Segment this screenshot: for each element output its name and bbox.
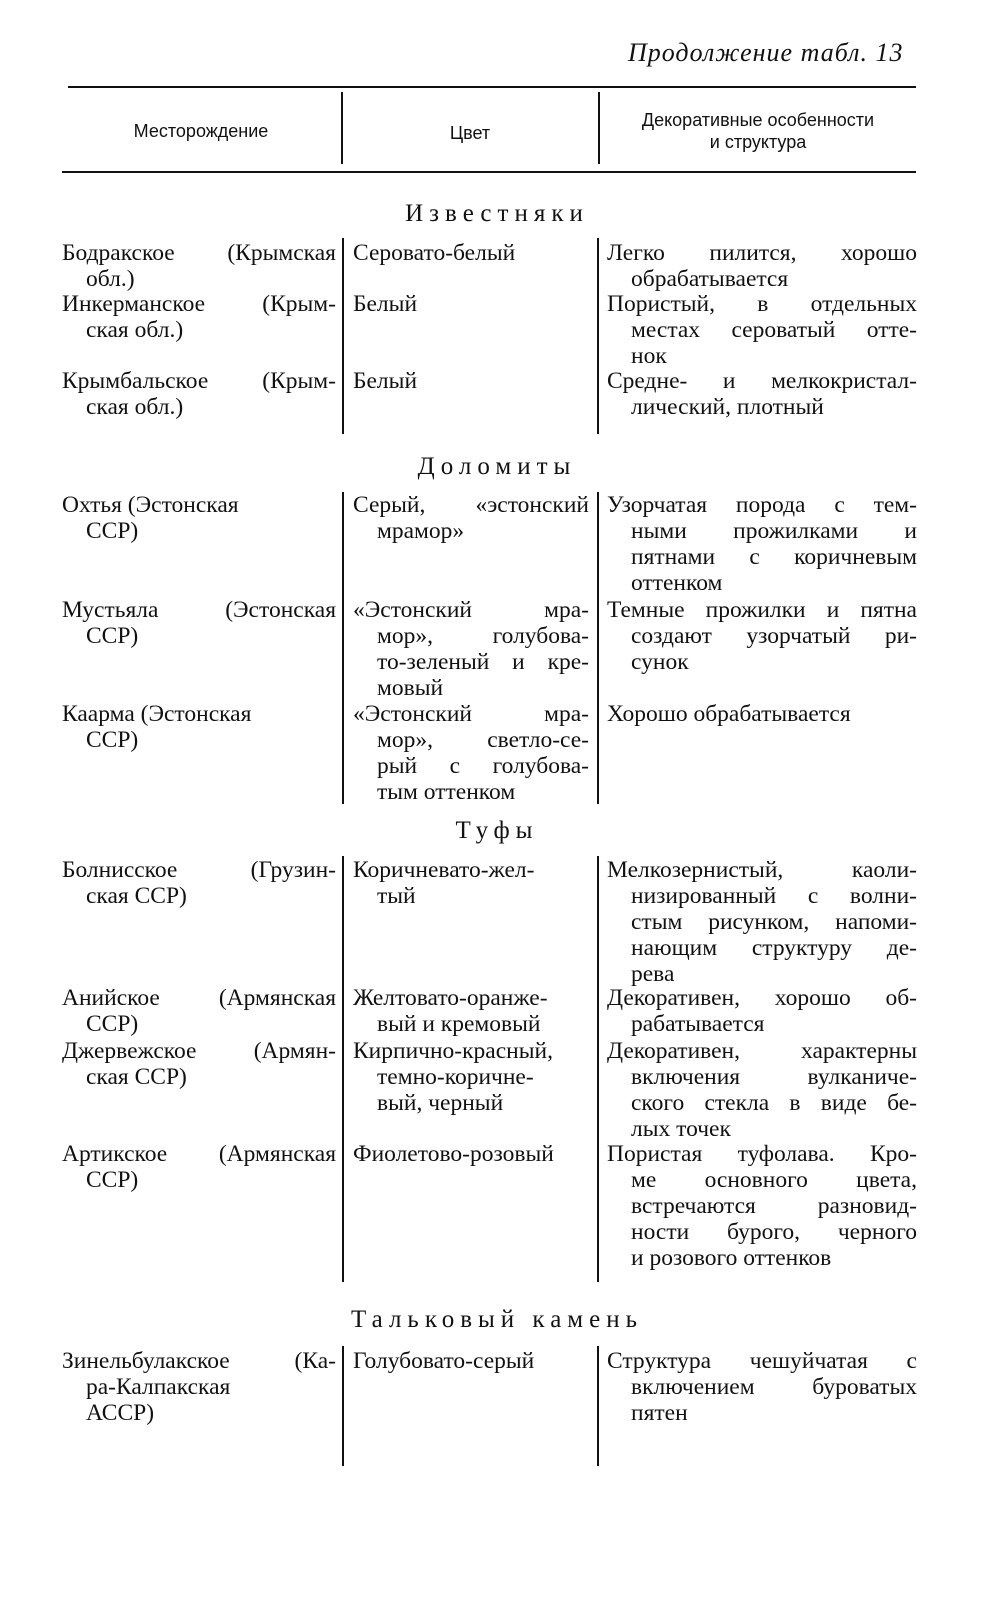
deposit-line: АССР) xyxy=(86,1400,155,1426)
deposit-cell xyxy=(62,368,336,420)
features-line: лых точек xyxy=(631,1116,731,1142)
column-divider xyxy=(597,1346,599,1466)
color-line: то-зеленый и кре- xyxy=(377,649,589,675)
header-features-line2: и структура xyxy=(709,132,807,152)
features-line: Декоративен, хорошо об- xyxy=(607,985,917,1011)
features-line: Средне- и мелкокристал- xyxy=(607,368,917,394)
color-cell xyxy=(353,1348,589,1374)
color-cell xyxy=(353,368,589,394)
features-line: пятнами с коричневым xyxy=(631,544,917,570)
section-title-dolomites: Доломиты xyxy=(417,453,577,480)
features-line: стым рисунком, напоми- xyxy=(631,909,917,935)
features-line: нок xyxy=(631,343,667,369)
features-line: обрабатывается xyxy=(631,266,789,292)
features-line: встречаются разновид- xyxy=(631,1193,917,1219)
features-line: включения вулканиче- xyxy=(631,1064,917,1090)
deposit-line: Анийское (Армянская xyxy=(62,985,336,1011)
header-features-line1: Декоративные особенности xyxy=(641,110,875,130)
color-cell xyxy=(353,492,589,544)
color-cell xyxy=(353,1141,589,1167)
features-line: ности бурого, черного xyxy=(631,1219,917,1245)
features-line: Мелкозернистый, каоли- xyxy=(607,857,917,883)
column-divider xyxy=(342,492,344,804)
color-cell xyxy=(353,1038,589,1116)
color-line: Желтовато-оранже- xyxy=(353,985,548,1011)
column-divider xyxy=(342,1346,344,1466)
deposit-line: Мустьяла (Эстонская xyxy=(62,597,336,623)
deposit-line: ССР) xyxy=(86,727,139,753)
features-cell xyxy=(607,1141,917,1271)
features-line: нающим структуру де- xyxy=(631,935,917,961)
deposit-cell xyxy=(62,597,336,649)
color-line: Голубовато-серый xyxy=(353,1348,535,1374)
color-line: Коричневато-жел- xyxy=(353,857,535,883)
deposit-line: ССР) xyxy=(86,1167,139,1193)
features-cell xyxy=(607,368,917,420)
color-line: тый xyxy=(377,883,416,909)
color-line: вый и кремовый xyxy=(377,1011,541,1037)
features-cell xyxy=(607,1038,917,1142)
color-cell xyxy=(353,701,589,805)
header-features xyxy=(600,109,916,153)
color-line: мрамор» xyxy=(377,518,465,544)
color-line: Белый xyxy=(353,368,418,394)
features-line: пятен xyxy=(631,1400,688,1426)
features-line: лический, плотный xyxy=(631,394,824,420)
features-cell xyxy=(607,597,917,675)
features-line: рабатывается xyxy=(631,1011,765,1037)
features-line: Пористый, в отдельных xyxy=(607,291,917,317)
deposit-line: Артикское (Армянская xyxy=(62,1141,336,1167)
deposit-line: Джервежское (Армян- xyxy=(62,1038,336,1064)
deposit-cell xyxy=(62,291,336,343)
column-divider xyxy=(342,238,344,434)
color-line: Серовато-белый xyxy=(353,240,516,266)
features-line: низированный с волни- xyxy=(631,883,917,909)
deposit-cell xyxy=(62,492,336,544)
features-cell xyxy=(607,701,917,727)
features-line: Легко пилится, хорошо xyxy=(607,240,917,266)
features-line: местах сероватый отте- xyxy=(631,317,917,343)
deposit-line: обл.) xyxy=(86,266,135,292)
column-divider xyxy=(342,856,344,1282)
features-cell xyxy=(607,291,917,369)
features-line: включением буроватых xyxy=(631,1374,917,1400)
deposit-line: Крымбальское (Крым- xyxy=(62,368,336,394)
features-line: ными прожилками и xyxy=(631,518,917,544)
deposit-cell xyxy=(62,1348,336,1426)
features-line: Узорчатая порода с тем- xyxy=(607,492,917,518)
features-cell xyxy=(607,492,917,596)
column-divider xyxy=(597,492,599,804)
table-caption: Продолжение табл. 13 xyxy=(628,38,904,67)
deposit-line: Каарма (Эстонская xyxy=(62,701,252,727)
color-line: «Эстонский мра- xyxy=(353,597,589,623)
features-line: ского стекла в виде бе- xyxy=(631,1090,917,1116)
color-line: мор», голубова- xyxy=(377,623,589,649)
deposit-cell xyxy=(62,1038,336,1090)
color-cell xyxy=(353,240,589,266)
color-line: рый с голубова- xyxy=(377,753,589,779)
deposit-line: ра-Калпакская xyxy=(86,1374,231,1400)
features-line: Пористая туфолава. Кро- xyxy=(607,1141,917,1167)
color-line: «Эстонский мра- xyxy=(353,701,589,727)
color-cell xyxy=(353,857,589,909)
features-cell xyxy=(607,1348,917,1426)
features-line: оттенком xyxy=(631,570,723,596)
section-title-limestones: Известняки xyxy=(405,200,589,227)
color-line: мор», светло-се- xyxy=(377,727,589,753)
header-deposit: Месторождение xyxy=(133,121,269,141)
color-line: темно-коричне- xyxy=(377,1064,534,1090)
deposit-line: Болнисское (Грузин- xyxy=(62,857,336,883)
color-line: тым оттенком xyxy=(377,779,516,805)
deposit-line: Зинельбулакское (Ка- xyxy=(62,1348,336,1374)
deposit-line: Бодракское (Крымская xyxy=(62,240,336,266)
deposit-line: ССР) xyxy=(86,518,139,544)
features-line: сунок xyxy=(631,649,689,675)
features-cell xyxy=(607,985,917,1037)
deposit-line: ская обл.) xyxy=(86,317,184,343)
header-top-rule xyxy=(68,86,916,88)
deposit-cell xyxy=(62,985,336,1037)
color-line: Кирпично-красный, xyxy=(353,1038,553,1064)
deposit-line: ская ССР) xyxy=(86,883,187,909)
features-line: и розового оттенков xyxy=(631,1245,832,1271)
deposit-line: ская обл.) xyxy=(86,394,184,420)
color-cell xyxy=(353,597,589,701)
deposit-cell xyxy=(62,1141,336,1193)
deposit-line: ССР) xyxy=(86,1011,139,1037)
features-line: рева xyxy=(631,961,675,987)
deposit-cell xyxy=(62,701,336,753)
features-line: Темные прожилки и пятна xyxy=(607,597,917,623)
deposit-line: ССР) xyxy=(86,623,139,649)
features-line: Декоративен, характерны xyxy=(607,1038,917,1064)
features-cell xyxy=(607,857,917,987)
color-line: вый, черный xyxy=(377,1090,504,1116)
color-cell xyxy=(353,985,589,1037)
deposit-cell xyxy=(62,240,336,292)
features-cell xyxy=(607,240,917,292)
features-line: ме основного цвета, xyxy=(631,1167,917,1193)
header-bottom-rule xyxy=(62,171,916,173)
column-divider xyxy=(597,856,599,1282)
header-color: Цвет xyxy=(449,123,491,143)
color-line: Серый, «эстонский xyxy=(353,492,589,518)
deposit-cell xyxy=(62,857,336,909)
color-line: Белый xyxy=(353,291,418,317)
section-title-talc-stone: Тальковый камень xyxy=(350,1306,643,1333)
color-line: Фиолетово-розовый xyxy=(353,1141,554,1167)
section-title-tuffs: Туфы xyxy=(455,817,539,844)
deposit-line: Охтья (Эстонская xyxy=(62,492,239,518)
color-cell xyxy=(353,291,589,317)
column-divider xyxy=(597,238,599,434)
color-line: мовый xyxy=(377,675,444,701)
features-line: Хорошо обрабатывается xyxy=(607,701,851,727)
features-line: Структура чешуйчатая с xyxy=(607,1348,917,1374)
deposit-line: Инкерманское (Крым- xyxy=(62,291,336,317)
deposit-line: ская ССР) xyxy=(86,1064,187,1090)
features-line: создают узорчатый ри- xyxy=(631,623,917,649)
